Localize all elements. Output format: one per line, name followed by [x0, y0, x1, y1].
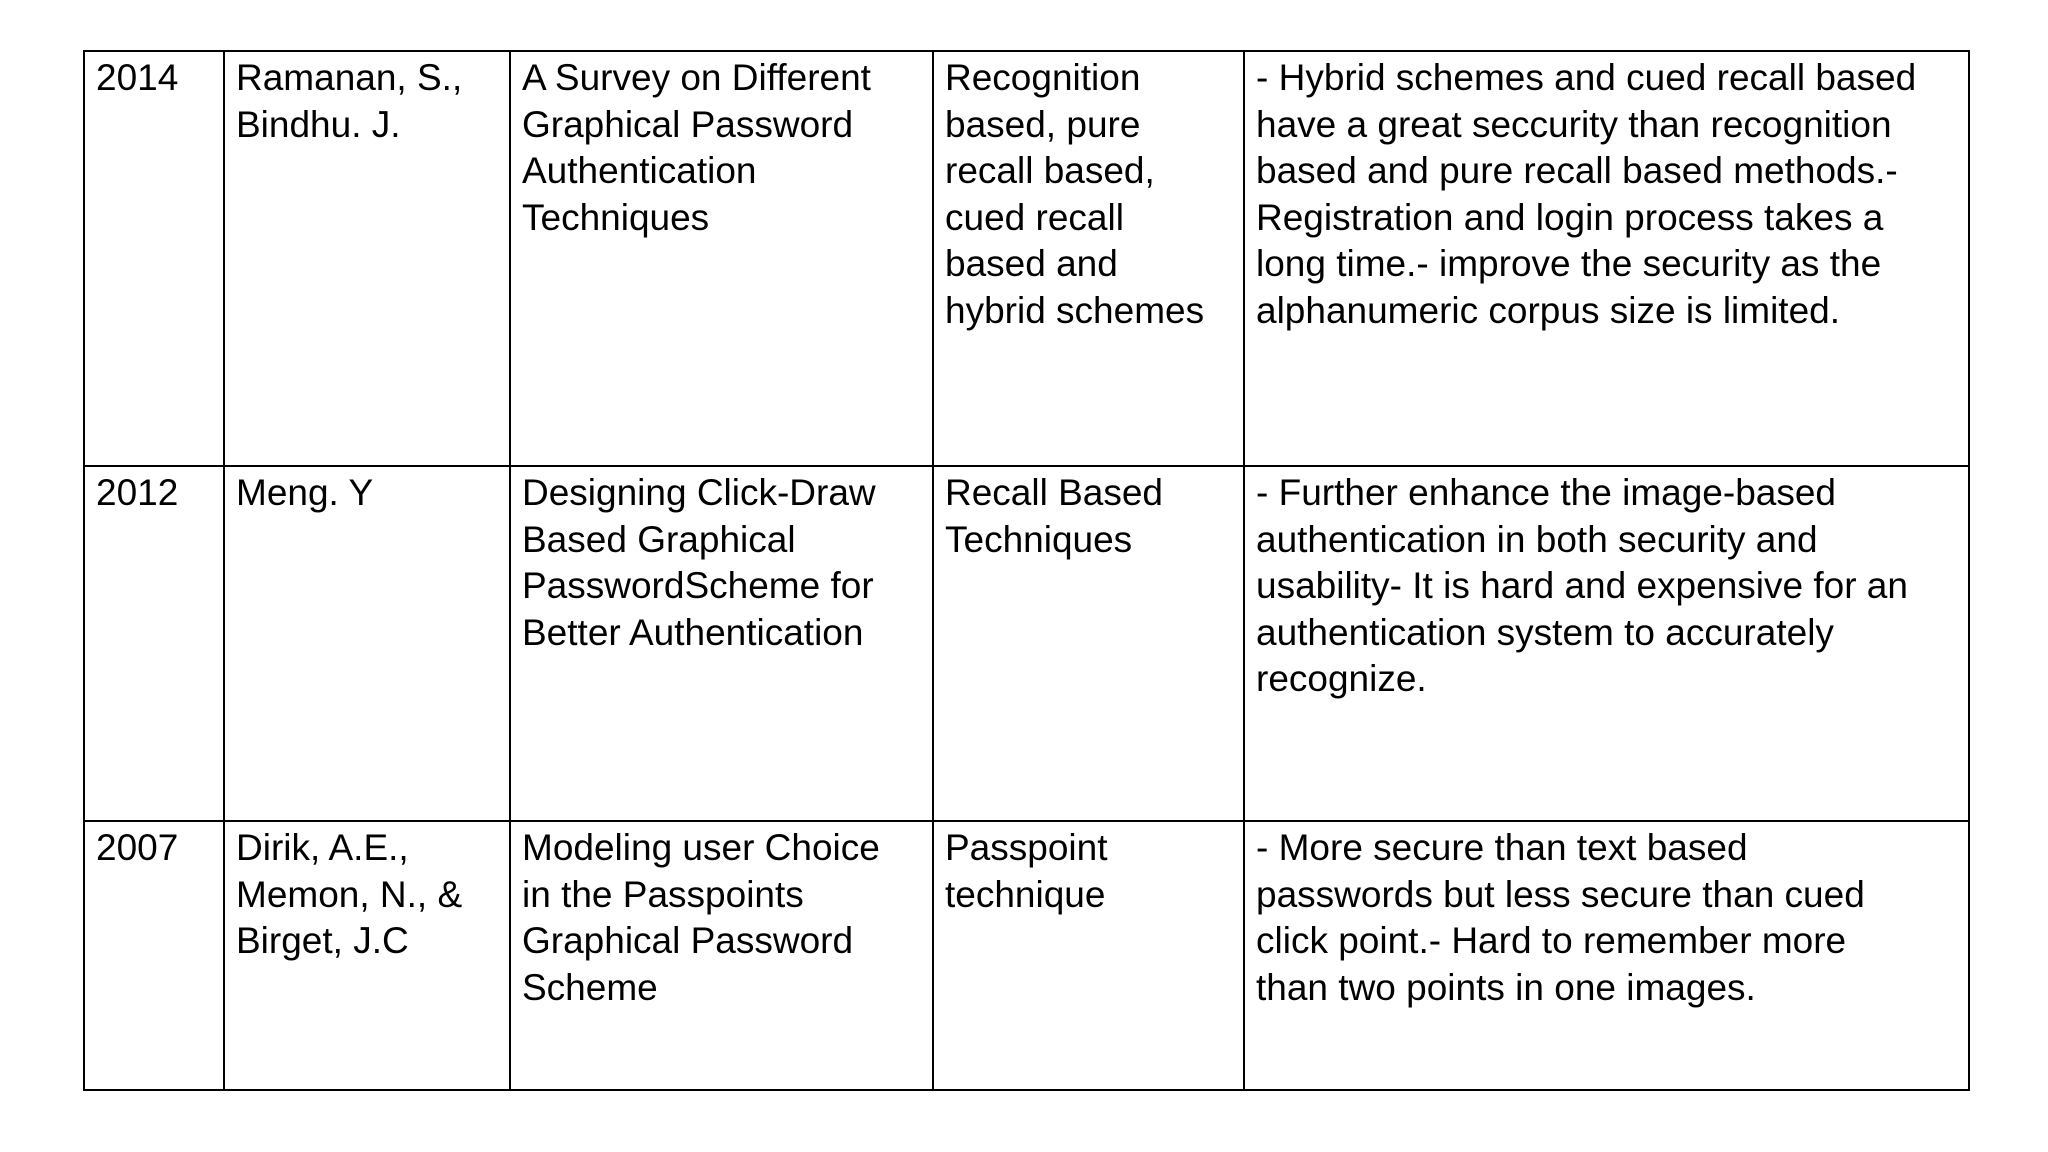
technique-cell: Recognition based, pure recall based, cued recall based and hybrid schemes	[933, 51, 1244, 466]
year-cell: 2012	[84, 466, 224, 821]
findings-cell: - More secure than text based passwords but less secure than cued click point.- Hard to remember more than two points in one images.	[1244, 821, 1969, 1090]
authors-cell: Meng. Y	[224, 466, 510, 821]
literature-review-table	[83, 50, 1970, 1091]
findings-cell: - Hybrid schemes and cued recall based have a great seccurity than recognition based and pure recall based methods.- Registration and login process takes a long time.- improve the security as the alphanumeric corpus size is limited.	[1244, 51, 1969, 466]
year-cell: 2014	[84, 51, 224, 466]
findings-cell: - Further enhance the image-based authentication in both security and usability- It is hard and expensive for an authentication system to accurately recognize.	[1244, 466, 1969, 821]
authors-cell: Dirik, A.E., Memon, N., & Birget, J.C	[224, 821, 510, 1090]
title-cell: Designing Click-Draw Based Graphical PasswordScheme for Better Authentication	[510, 466, 933, 821]
title-cell: Modeling user Choice in the Passpoints Graphical Password Scheme	[510, 821, 933, 1090]
technique-cell: Passpoint technique	[933, 821, 1244, 1090]
year-cell: 2007	[84, 821, 224, 1090]
technique-cell: Recall Based Techniques	[933, 466, 1244, 821]
table-row	[84, 51, 1969, 466]
authors-cell: Ramanan, S., Bindhu. J.	[224, 51, 510, 466]
table-row	[84, 821, 1969, 1090]
title-cell: A Survey on Different Graphical Password Authentication Techniques	[510, 51, 933, 466]
table-row	[84, 466, 1969, 821]
